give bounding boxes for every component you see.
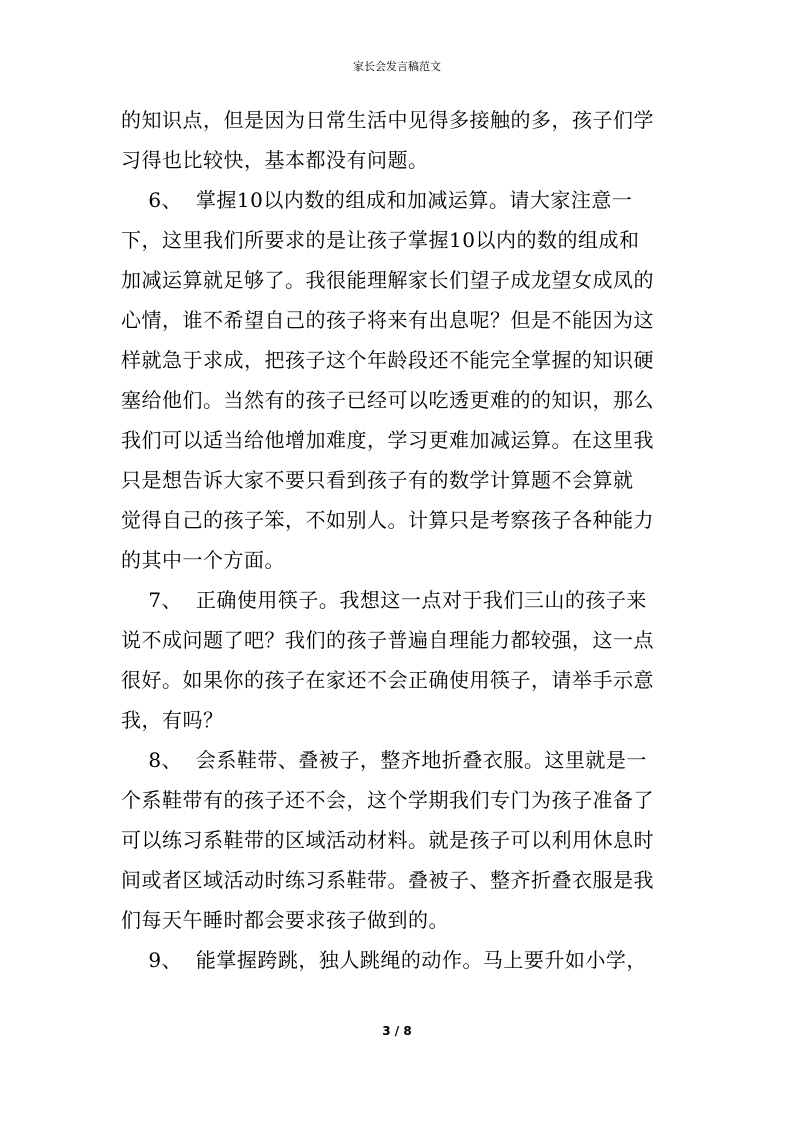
text-line: 9、 能掌握跨跳，独人跳绳的动作。马上要升如小学， bbox=[121, 948, 647, 972]
text-line: 8、 会系鞋带、叠被子，整齐地折叠衣服。这里就是一 bbox=[121, 748, 647, 772]
text-line: 加减运算就足够了。我很能理解家长们望子成龙望女成凤的 bbox=[121, 268, 654, 292]
text-line: 我们可以适当给他增加难度，学习更难加减运算。在这里我 bbox=[121, 428, 654, 452]
text-line: 样就急于求成，把孩子这个年龄段还不能完全掌握的知识硬 bbox=[121, 348, 654, 372]
text-line: 下，这里我们所要求的是让孩子掌握10以内的数的组成和 bbox=[121, 228, 640, 252]
text-line: 塞给他们。当然有的孩子已经可以吃透更难的的知识，那么 bbox=[121, 388, 654, 412]
page-header: 家长会发言稿范文 bbox=[353, 60, 441, 73]
text-line: 的知识点，但是因为日常生活中见得多接触的多，孩子们学 bbox=[121, 108, 654, 132]
text-line: 很好。如果你的孩子在家还不会正确使用筷子，请举手示意 bbox=[121, 668, 654, 692]
text-line: 们每天午睡时都会要求孩子做到的。 bbox=[121, 908, 449, 932]
text-line: 可以练习系鞋带的区域活动材料。就是孩子可以利用休息时 bbox=[121, 828, 654, 852]
text-line: 觉得自己的孩子笨，不如别人。计算只是考察孩子各种能力 bbox=[121, 508, 654, 532]
text-line: 个系鞋带有的孩子还不会，这个学期我们专门为孩子准备了 bbox=[121, 788, 654, 812]
text-line: 的其中一个方面。 bbox=[121, 548, 285, 572]
document-body bbox=[121, 100, 681, 980]
text-line: 习得也比较快，基本都没有问题。 bbox=[121, 148, 429, 172]
text-line: 说不成问题了吧？我们的孩子普遍自理能力都较强，这一点 bbox=[121, 628, 654, 652]
text-line: 6、 掌握10以内数的组成和加减运算。请大家注意一 bbox=[121, 188, 633, 212]
text-line: 只是想告诉大家不要只看到孩子有的数学计算题不会算就 bbox=[121, 468, 634, 492]
text-line: 间或者区域活动时练习系鞋带。叠被子、整齐折叠衣服是我 bbox=[121, 868, 654, 892]
text-line: 心情，谁不希望自己的孩子将来有出息呢？但是不能因为这 bbox=[121, 308, 654, 332]
text-line: 我，有吗？ bbox=[121, 708, 224, 732]
page-number: 3 / 8 bbox=[382, 1024, 412, 1038]
text-line: 7、 正确使用筷子。我想这一点对于我们三山的孩子来 bbox=[121, 588, 647, 612]
